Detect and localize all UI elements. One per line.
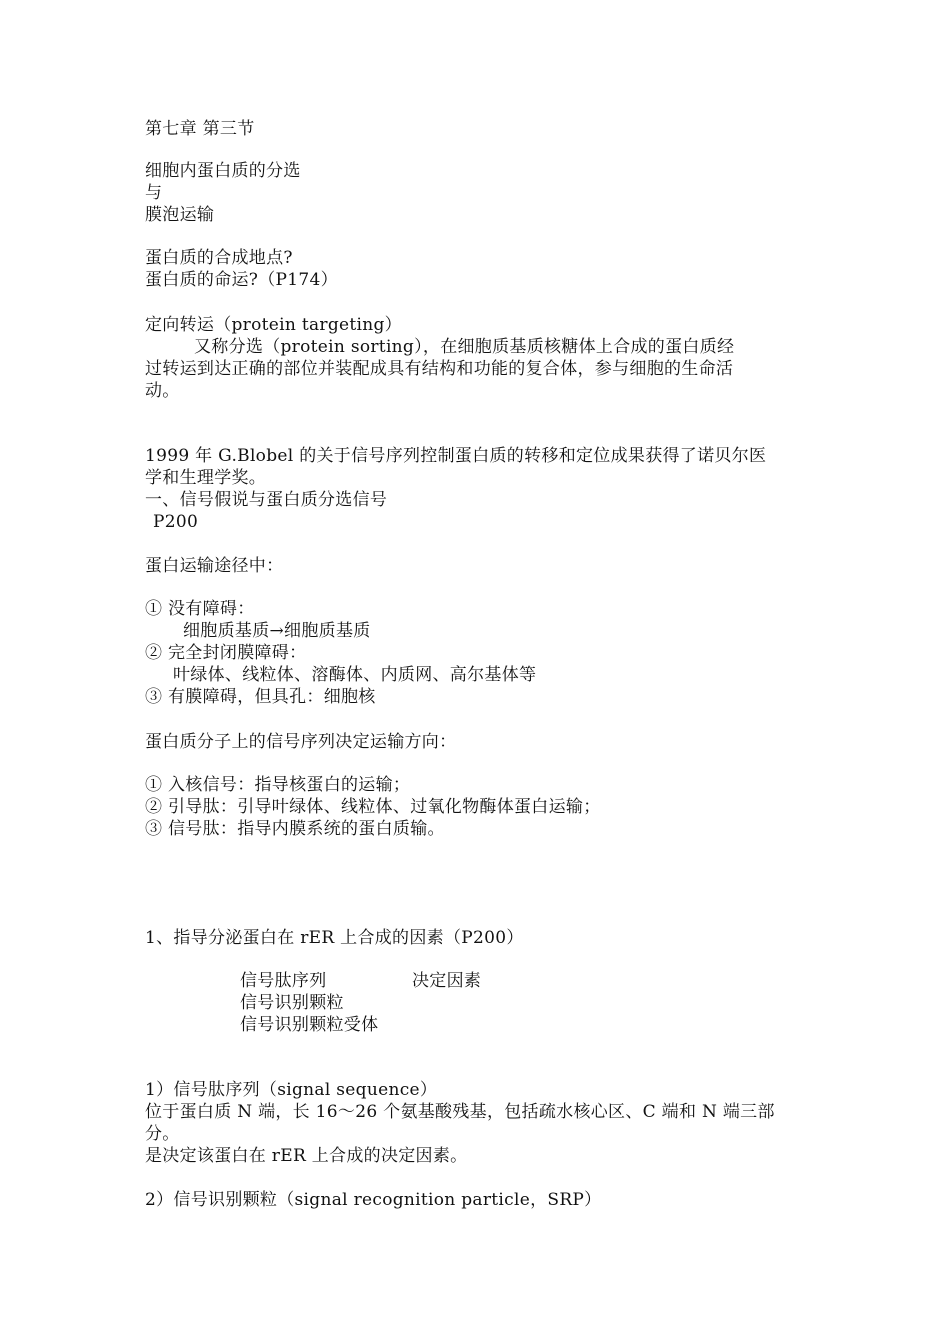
signal-sequence-heading: 1）信号肽序列（signal sequence） — [145, 1080, 438, 1100]
title-line-3: 膜泡运输 — [145, 205, 215, 225]
srp-heading: 2）信号识别颗粒（signal recognition particle，SRP） — [145, 1190, 602, 1210]
pathway-item-1-detail: 细胞质基质→细胞质基质 — [183, 621, 371, 641]
question-1: 蛋白质的合成地点? — [145, 248, 293, 268]
signal-item-1: ① 入核信号：指导核蛋白的运输； — [145, 775, 411, 795]
factor-item-2: 信号识别颗粒 — [240, 993, 344, 1013]
chapter-heading: 第七章 第三节 — [145, 119, 255, 139]
signal-item-2: ② 引导肽：引导叶绿体、线粒体、过氧化物酶体蛋白运输； — [145, 797, 601, 817]
targeting-heading: 定向转运（protein targeting） — [145, 315, 402, 335]
nobel-line-2: 学和生理学奖。 — [145, 468, 267, 488]
pathway-item-2: ② 完全封闭膜障碍： — [145, 643, 307, 663]
pathway-item-1: ① 没有障碍： — [145, 599, 255, 619]
nobel-line-1: 1999 年 G.Blobel 的关于信号序列控制蛋白质的转移和定位成果获得了诺贝尔医 — [145, 446, 767, 466]
signals-heading: 蛋白质分子上的信号序列决定运输方向： — [145, 732, 457, 752]
targeting-para-line-1: 又称分选（protein sorting），在细胞质基质核糖体上合成的蛋白质经 — [194, 337, 735, 357]
pathway-item-2-detail: 叶绿体、线粒体、溶酶体、内质网、高尔基体等 — [173, 665, 537, 685]
factor-item-1: 信号肽序列 — [240, 971, 327, 991]
pathways-heading: 蛋白运输途径中： — [145, 556, 284, 576]
signal-item-3: ③ 信号肽：指导内膜系统的蛋白质输。 — [145, 819, 445, 839]
title-line-2: 与 — [145, 183, 163, 203]
question-2: 蛋白质的命运?（P174） — [145, 270, 338, 290]
section-one-heading: 一、信号假说与蛋白质分选信号 — [145, 490, 388, 510]
targeting-para-line-2: 过转运到达正确的部位并装配成具有结构和功能的复合体，参与细胞的生命活 — [145, 359, 734, 379]
section-one-page-ref: P200 — [153, 512, 199, 532]
signal-sequence-line-3: 是决定该蛋白在 rER 上合成的决定因素。 — [145, 1146, 468, 1166]
pathway-item-3: ③ 有膜障碍，但具孔：细胞核 — [145, 687, 376, 707]
factors-heading: 1、指导分泌蛋白在 rER 上合成的因素（P200） — [145, 928, 524, 948]
title-line-1: 细胞内蛋白质的分选 — [145, 161, 301, 181]
signal-sequence-line-1: 位于蛋白质 N 端，长 16～26 个氨基酸残基，包括疏水核心区、C 端和 N 端三部 — [145, 1102, 775, 1122]
factor-item-3: 信号识别颗粒受体 — [240, 1015, 379, 1035]
factor-item-1-label: 决定因素 — [412, 971, 482, 991]
signal-sequence-line-2: 分。 — [145, 1124, 180, 1144]
targeting-para-line-3: 动。 — [145, 381, 180, 401]
